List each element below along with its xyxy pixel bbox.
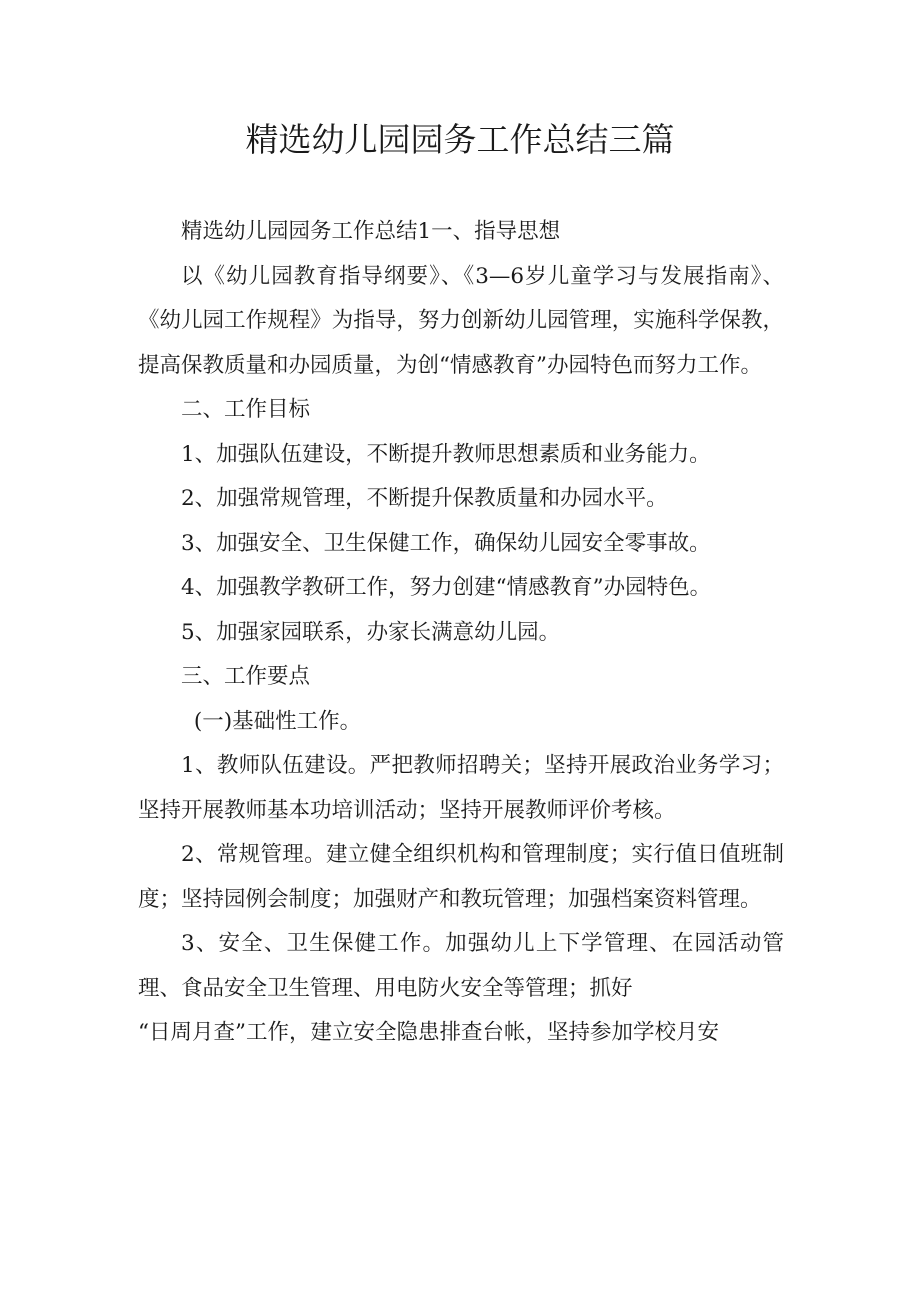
paragraph: “日周月查”工作，建立安全隐患排查台帐，坚持参加学校月安 [138, 1020, 719, 1045]
paragraph: 1、教师队伍建设。严把教师招聘关；坚持开展政治业务学习；坚持开展教师基本功培训活动；坚持开展教师评价考核。 [138, 753, 784, 823]
document-body [138, 210, 784, 1056]
paragraph: 5、加强家园联系，办家长满意幼儿园。 [181, 619, 561, 645]
paragraph: 以《幼儿园教育指导纲要》、《3—6岁儿童学习与发展指南》、《幼儿园工作规程》为指导，努力创新幼儿园管理，实施科学保教，提高保教质量和办园质量，为创“情感教育”办园特色而努力工作。 [138, 263, 784, 378]
paragraph: (一)基础性工作。 [193, 708, 362, 734]
paragraph: 3、加强安全、卫生保健工作，确保幼儿园安全零事故。 [181, 530, 711, 556]
document-title: 精选幼儿园园务工作总结三篇 [245, 120, 675, 159]
paragraph: 精选幼儿园园务工作总结1一、指导思想 [181, 219, 561, 244]
paragraph: 4、加强教学教研工作，努力创建“情感教育”办园特色。 [181, 575, 712, 600]
paragraph: 三、工作要点 [181, 664, 311, 689]
paragraph: 2、常规管理。建立健全组织机构和管理制度；实行值日值班制度；坚持园例会制度；加强财产和教玩管理；加强档案资料管理。 [138, 842, 784, 912]
paragraph: 1、加强队伍建设，不断提升教师思想素质和业务能力。 [181, 441, 711, 467]
paragraph: 3、安全、卫生保健工作。加强幼儿上下学管理、在园活动管理、食品安全卫生管理、用电防火安全等管理；抓好 [138, 931, 784, 1001]
paragraph: 二、工作目标 [181, 397, 311, 422]
paragraph: 2、加强常规管理，不断提升保教质量和办园水平。 [181, 486, 668, 511]
